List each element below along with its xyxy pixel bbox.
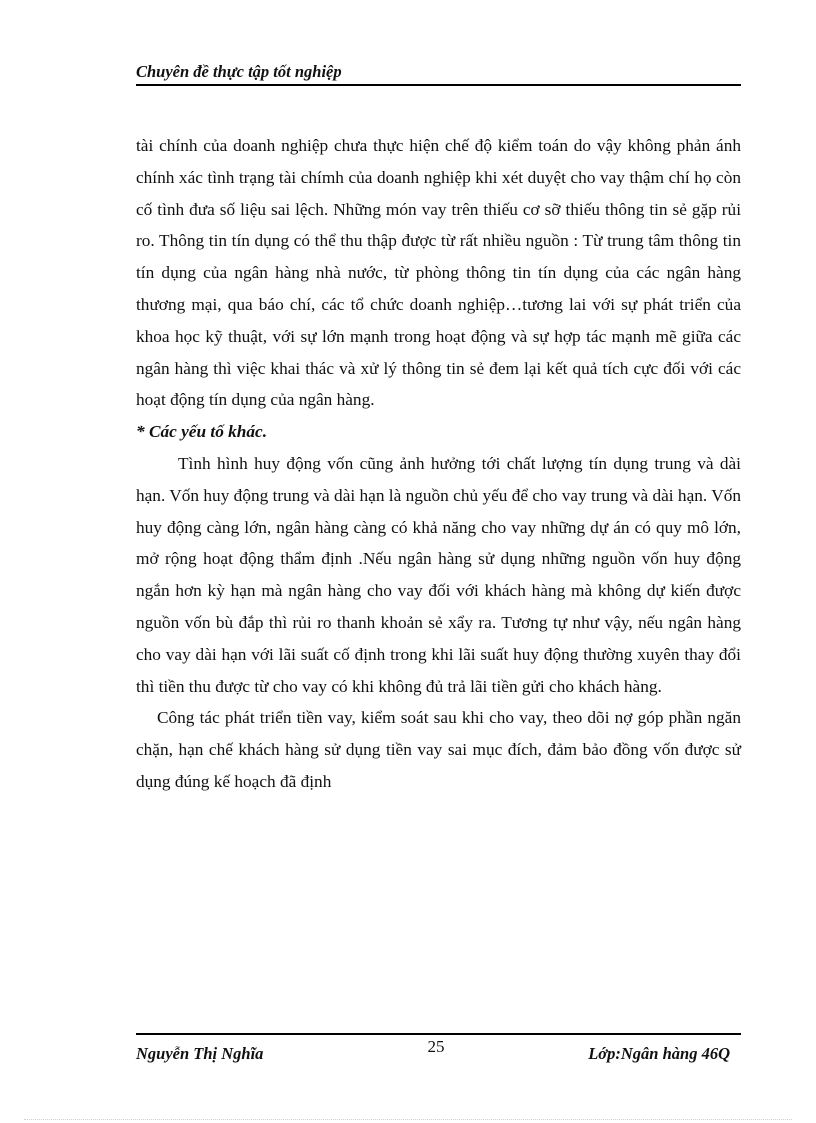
header-divider xyxy=(136,84,741,86)
footer-author: Nguyễn Thị Nghĩa xyxy=(136,1044,264,1063)
footer-class-label: Lớp:Ngân hàng 46Q xyxy=(588,1044,730,1063)
body-paragraph-2: Tình hình huy động vốn cũng ảnh hưởng tới chất lượng tín dụng trung và dài hạn. Vốn huy động trung và dài hạn là nguồn chủ yếu để cho vay trung và dài hạn. Vốn huy động càng lớn, ngân hàng càng có khả năng cho vay những dự án có quy mô lớn, mở rộng hoạt động thẩm định .Nếu ngân hàng sử dụng những nguồn vốn huy động ngắn hơn kỳ hạn mà ngân hàng cho vay đối với khách hàng mà không dự kiến được nguồn vốn bù đắp thì rủi ro thanh khoản sẻ xẩy ra. Tương tự như vậy, nếu ngân hàng cho vay dài hạn với lãi suất cố định trong khi lãi suất huy động thường xuyên thay đổi thì tiền thu được từ cho vay có khi không đủ trả lãi tiền gửi cho khách hàng. xyxy=(136,453,741,696)
section-subheading: * Các yếu tố khác. xyxy=(136,422,268,442)
page-bottom-edge xyxy=(24,1119,792,1120)
footer-divider xyxy=(136,1033,741,1035)
body-paragraph-3: Công tác phát triển tiền vay, kiểm soát sau khi cho vay, theo dõi nợ góp phần ngăn chặn, hạn chế khách hàng sử dụng tiền vay sai mục đích, đảm bảo đồng vốn được sử dụng đúng kế hoạch đã định xyxy=(136,708,741,791)
page-header-title: Chuyên đề thực tập tốt nghiệp xyxy=(136,62,342,81)
document-body xyxy=(136,130,741,798)
page-number: 25 xyxy=(427,1037,445,1056)
body-paragraph-1: tài chính của doanh nghiệp chưa thực hiện chế độ kiểm toán do vậy không phản ánh chính xác tình trạng tài chímh của doanh nghiệp khi xét duyệt cho vay thậm chí họ còn cố tình đưa số liệu sai lệch. Những món vay trên thiếu cơ sỡ thiếu thông tin sẻ gặp rủi ro. Thông tin tín dụng có thể thu thập được từ rất nhiều nguồn : Từ trung tâm thông tin tín dụng của ngân hàng nhà nước, từ phòng thông tin tín dụng của các ngân hàng thương mại, qua báo chí, các tổ chức doanh nghiệp…tương lai với sự phát triển của khoa học kỹ thuật, với sự lớn mạnh trong hoạt động và sự hợp tác mạnh mẽ giữa các ngân hàng thì việc khai thác và xử lý thông tin sẻ đem lại kết quả tích cực đối với các hoạt động tín dụng của ngân hàng. xyxy=(136,136,741,410)
